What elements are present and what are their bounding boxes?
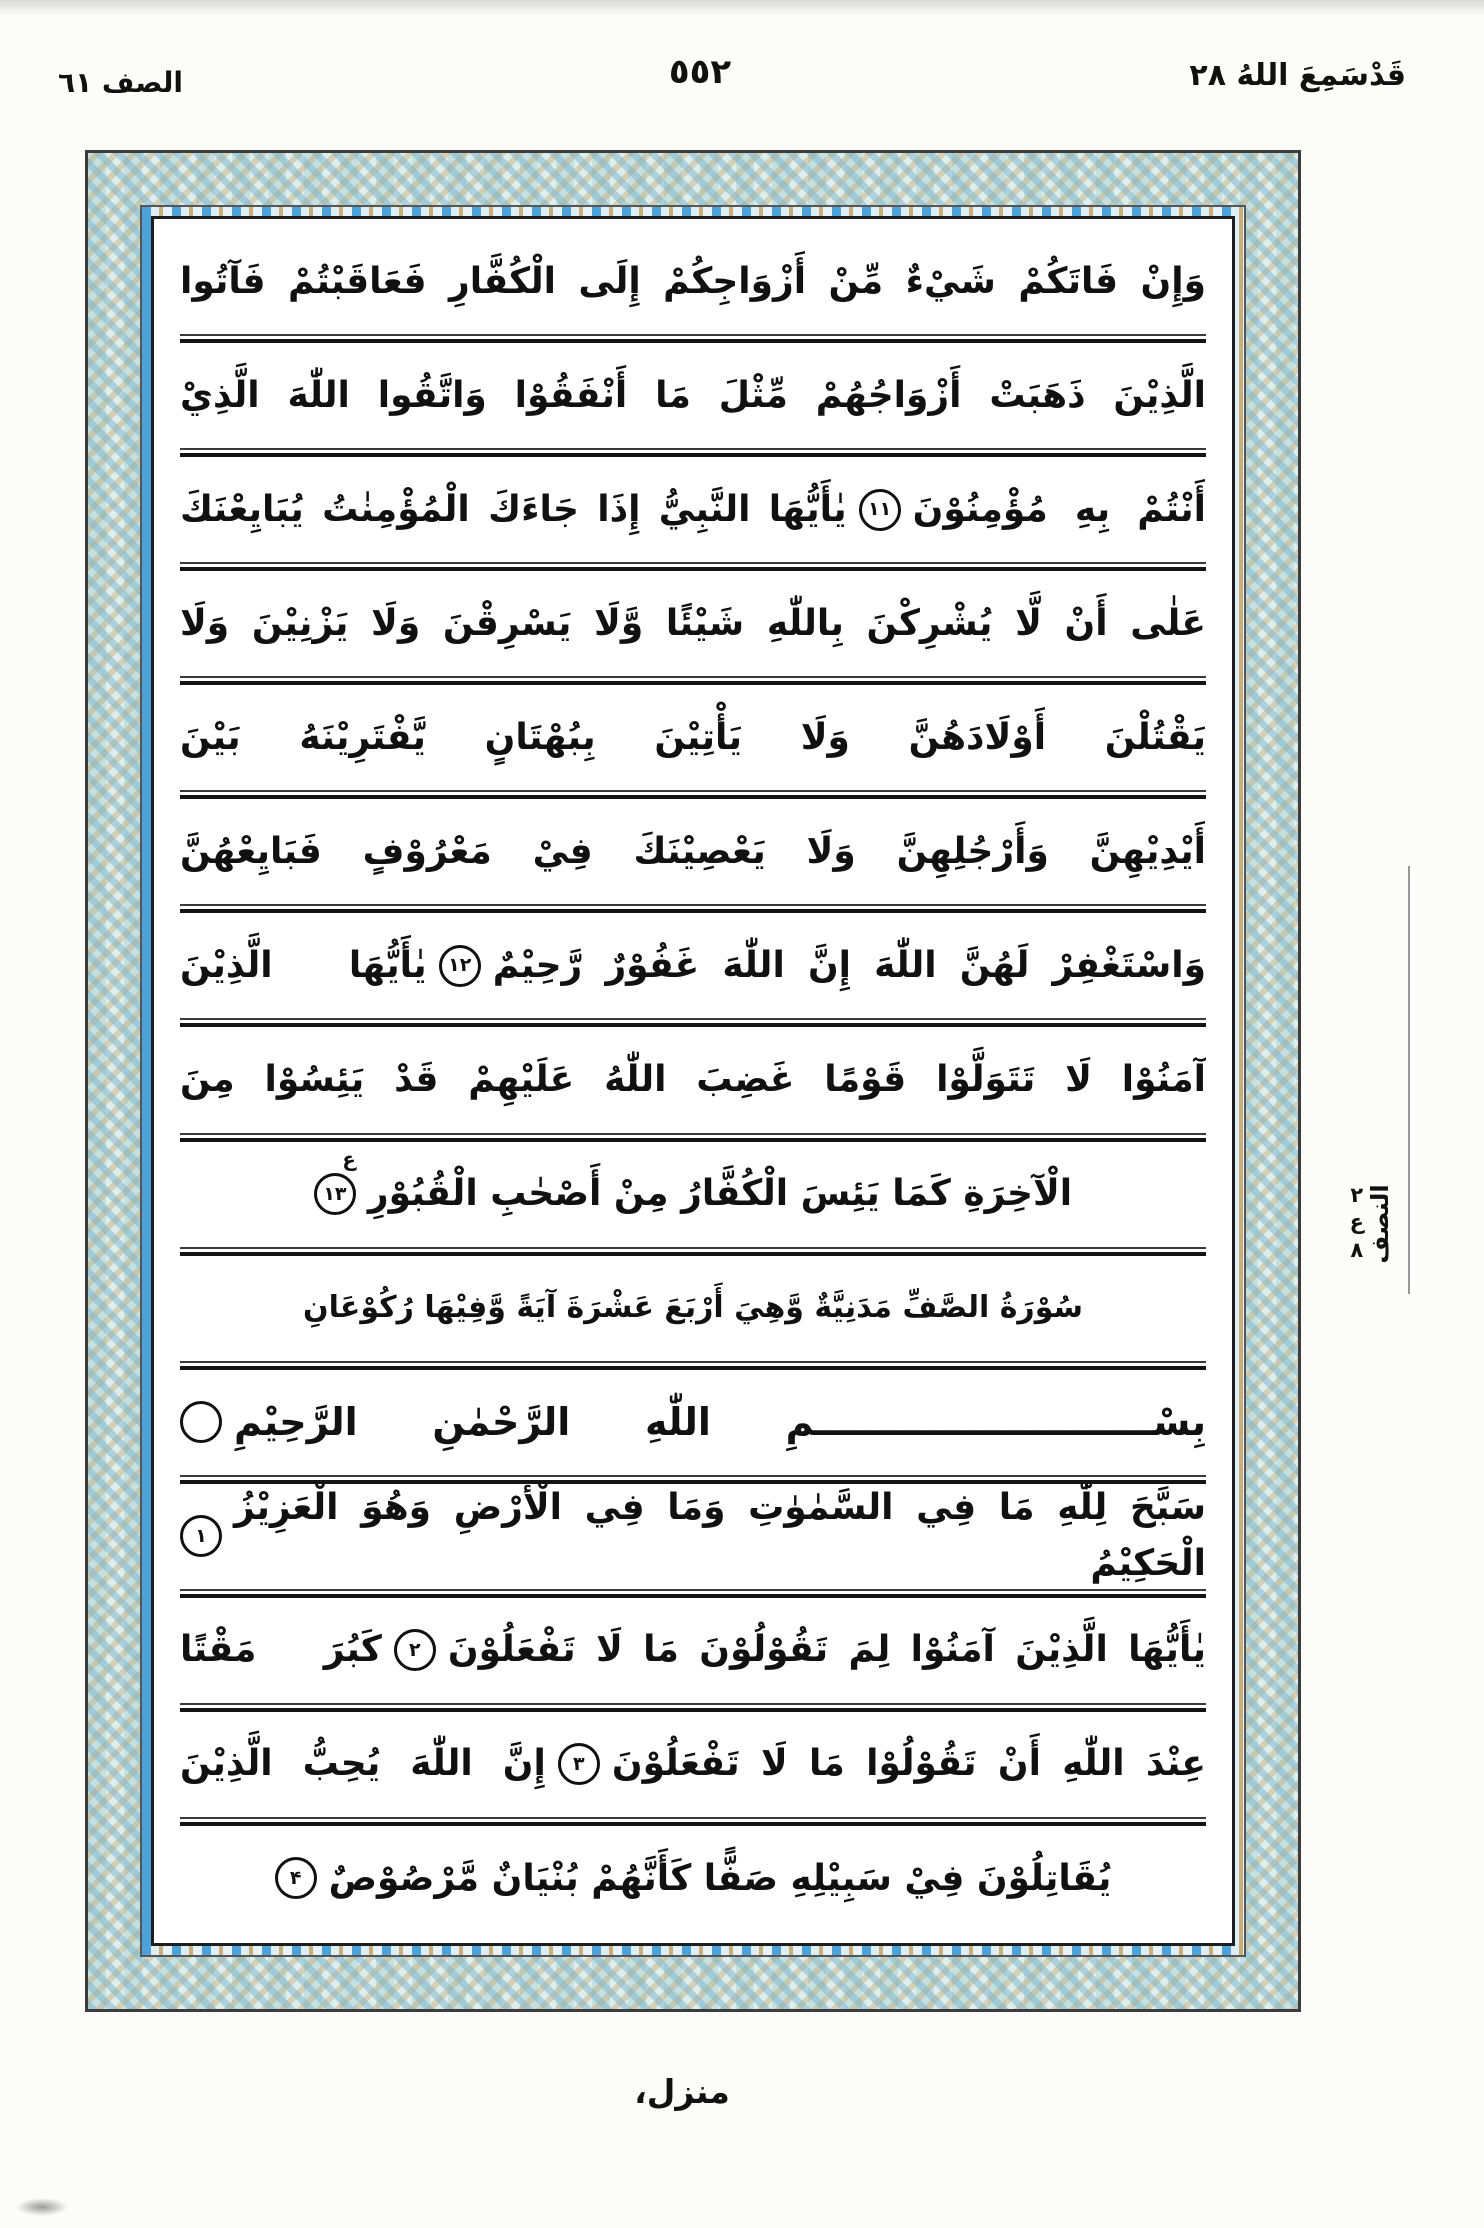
running-head	[0, 52, 1484, 112]
catchword: منزل،	[634, 2072, 730, 2111]
verse-marker-1: ۱	[180, 1515, 222, 1557]
line-separator	[180, 448, 1206, 457]
ayah-text: أَنْتُمْ بِهِ مُؤْمِنُوْنَ	[912, 488, 1206, 530]
juz-ref-header: قَدْسَمِعَ اللهُ ٢٨	[1189, 58, 1406, 93]
ayah-text: وَإِنْ فَاتَكُمْ شَيْءٌ مِّنْ أَزْوَاجِكُمْ إِلَى الْكُفَّارِ فَعَاقَبْتُمْ فَآتُوا	[180, 260, 1206, 302]
footer	[0, 2072, 1364, 2111]
line-separator	[180, 904, 1206, 913]
ruku-in-juz: ٨	[1350, 1237, 1364, 1262]
line-separator	[180, 1817, 1206, 1826]
line-separator	[180, 334, 1206, 343]
quran-line	[180, 1598, 1206, 1703]
verse-marker-11: ۱۱	[859, 489, 901, 531]
ayah-text: عِنْدَ اللّٰهِ أَنْ تَقُوْلُوْا مَا لَا تَفْعَلُوْنَ	[611, 1743, 1206, 1785]
scan-artifact-smudge	[16, 2198, 68, 2216]
verse-marker-3: ۳	[558, 1743, 600, 1785]
line-separator	[180, 1589, 1206, 1598]
surah-title-line	[180, 1256, 1206, 1361]
ayah-text: يٰأَيُّهَا الَّذِيْنَ	[180, 945, 427, 986]
quran-line	[180, 1142, 1206, 1247]
ain-symbol: ع	[1349, 1210, 1364, 1235]
hizb-label-box	[1366, 1148, 1396, 1298]
ruku-marker: ع	[342, 1147, 356, 1172]
quran-line	[180, 571, 1206, 676]
margin-ruku-note	[1312, 1148, 1396, 1298]
verse-marker-13-wrap	[314, 1147, 356, 1215]
line-separator	[180, 1361, 1206, 1370]
quran-line	[180, 685, 1206, 790]
verse-marker-13: ۱۳	[314, 1173, 356, 1215]
verse-marker-2: ۲	[394, 1629, 436, 1671]
line-separator	[180, 1018, 1206, 1027]
hizb-label: النصف	[1366, 1184, 1394, 1264]
quran-line	[180, 1027, 1206, 1132]
bismillah-text: بِسْــــــــــــــــــــــــــمِ اللّٰهِ الرَّحْمٰنِ الرَّحِيْمِ	[234, 1399, 1206, 1444]
ayah-text: يٰأَيُّهَا النَّبِيُّ إِذَا جَاءَكَ الْمُؤْمِنٰتُ يُبَايِعْنَكَ	[180, 488, 847, 530]
ayah-text: الَّذِيْنَ ذَهَبَتْ أَزْوَاجُهُمْ مِّثْلَ مَا أَنْفَقُوْا وَاتَّقُوا اللّٰهَ الَّذِيْ	[180, 374, 1206, 416]
line-separator	[180, 1133, 1206, 1142]
verse-marker-4: ۴	[275, 1857, 317, 1899]
page-number: ٥٥٢	[668, 52, 732, 92]
quran-line	[180, 229, 1206, 334]
ayah-text: الْآخِرَةِ كَمَا يَئِسَ الْكُفَّارُ مِنْ أَصْحٰبِ الْقُبُوْرِ	[367, 1173, 1073, 1215]
border-zigzag-edge	[140, 205, 1246, 1957]
ayah-text: يُقَاتِلُوْنَ فِيْ سَبِيْلِهِ صَفًّا كَأَنَّهُمْ بُنْيَانٌ مَّرْصُوْصٌ	[328, 1857, 1112, 1899]
line-separator	[180, 676, 1206, 685]
quran-line	[180, 343, 1206, 448]
surah-title-text: سُوْرَةُ الصَّفِّ مَدَنِيَّةٌ وَّهِيَ أَرْبَعَ عَشْرَةَ آيَةً وَّفِيْهَا رُكُوْعَانِ	[302, 1289, 1084, 1325]
quran-line	[180, 799, 1206, 904]
ayah-text: يٰأَيُّهَا الَّذِيْنَ آمَنُوْا لِمَ تَقُوْلُوْنَ مَا لَا تَفْعَلُوْنَ	[447, 1629, 1206, 1671]
quran-line	[180, 1484, 1206, 1589]
scan-artifact-top	[0, 0, 1484, 16]
ayah-text: سَبَّحَ لِلّٰهِ مَا فِي السَّمٰوٰتِ وَمَا فِي الْأَرْضِ وَهُوَ الْعَزِيْزُ الْحَكِيْمُ	[234, 1487, 1206, 1585]
ayah-text: أَيْدِيْهِنَّ وَأَرْجُلِهِنَّ وَلَا يَعْصِيْنَكَ فِيْ مَعْرُوْفٍ فَبَايِعْهُنَّ	[180, 830, 1206, 872]
quran-line	[180, 457, 1206, 562]
bismillah-line	[180, 1370, 1206, 1475]
surah-ref-header: الصف ٦١	[58, 66, 183, 99]
ruku-numbers	[1350, 1184, 1364, 1261]
line-separator	[180, 1247, 1206, 1256]
decorative-border-frame	[85, 150, 1301, 2012]
end-of-ayah-circle	[180, 1401, 222, 1443]
ayah-text: عَلٰى أَنْ لَّا يُشْرِكْنَ بِاللّٰهِ شَيْئًا وَّلَا يَسْرِقْنَ وَلَا يَزْنِيْنَ وَلَا	[180, 602, 1206, 644]
ayah-text: يَقْتُلْنَ أَوْلَادَهُنَّ وَلَا يَأْتِيْنَ بِبُهْتَانٍ يَّفْتَرِيْنَهُ بَيْنَ	[180, 716, 1206, 758]
quran-text-area	[151, 216, 1235, 1946]
ruku-in-surah: ٢	[1350, 1183, 1364, 1208]
quran-line	[180, 1826, 1206, 1931]
line-separator	[180, 1703, 1206, 1712]
ayah-text: آمَنُوْا لَا تَتَوَلَّوْا قَوْمًا غَضِبَ اللّٰهُ عَلَيْهِمْ قَدْ يَئِسُوْا مِنَ	[180, 1059, 1206, 1101]
line-separator	[180, 1475, 1206, 1484]
quran-line	[180, 913, 1206, 1018]
ayah-text: إِنَّ اللّٰهَ يُحِبُّ الَّذِيْنَ	[180, 1743, 546, 1785]
verse-marker-12: ۱۲	[439, 945, 481, 987]
quran-line	[180, 1712, 1206, 1817]
scan-artifact-gutter-line	[1408, 866, 1410, 1294]
ayah-text: كَبُرَ مَقْتًا	[180, 1629, 382, 1671]
ayah-text: وَاسْتَغْفِرْ لَهُنَّ اللّٰهَ إِنَّ اللّٰهَ غَفُوْرٌ رَّحِيْمٌ	[492, 945, 1206, 986]
line-separator	[180, 562, 1206, 571]
line-separator	[180, 790, 1206, 799]
